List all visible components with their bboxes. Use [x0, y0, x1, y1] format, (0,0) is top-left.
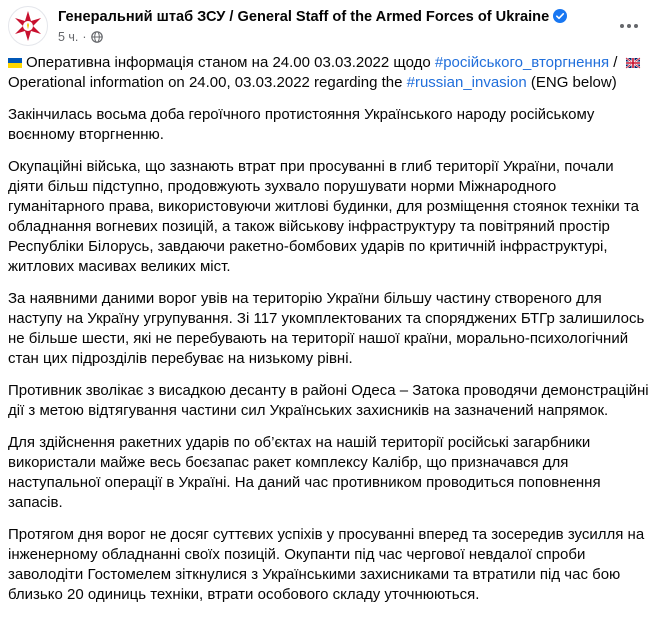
- more-dot: [627, 24, 631, 28]
- hashtag-link-uk[interactable]: #російського_вторгнення: [434, 54, 610, 71]
- post-body: [8, 53, 650, 617]
- more-dot: [634, 24, 638, 28]
- more-dot: [620, 24, 624, 28]
- general-staff-emblem-icon: [12, 10, 44, 42]
- post-paragraph: Противник зволікає з висадкою десанту в районі Одеса – Затока проводячи демонстраційні дії з метою відтягування частини сил Українських захисників на зазначений напрямок.: [8, 382, 649, 419]
- verified-badge-icon: [553, 9, 567, 23]
- meta-separator: ·: [82, 30, 87, 44]
- ukraine-flag-icon: [8, 58, 22, 68]
- post-paragraph: Закінчилась восьма доба героїчного протистояння Українського народу російському воєнному вторгненню.: [8, 106, 595, 143]
- post-timestamp[interactable]: 5 ч.: [58, 30, 79, 44]
- intro-en-suffix: (ENG below): [526, 74, 617, 91]
- post-author[interactable]: [58, 9, 567, 25]
- post-paragraph: Окупаційні війська, що зазнають втрат при просуванні в глиб території України, почали діяти більш підступно, продовжують зухвало порушувати норми Міжнародного гуманітарного права, використовуючи житлові будинки, для розміщення стоянок техніки та обладнання вогневих позицій, а також військову інфраструктуру та повітряний простір Республіки Білорусь, завдаючи ракетно-бомбових ударів по критичній інфраструктурі, житлових масивах великих міст.: [8, 158, 639, 275]
- page-avatar[interactable]: [8, 6, 48, 46]
- intro-separator: /: [609, 54, 622, 71]
- uk-flag-icon: [626, 58, 640, 68]
- post-paragraph: Для здійснення ракетних ударів по об’єктах на нашій території російські загарбники використали майже весь боєзапас ракет комплексу Калібр, що призначався для наступальної операції в Україні. На даний час противником проводиться поповнення запасів.: [8, 434, 601, 511]
- post-meta: [58, 30, 103, 44]
- hashtag-link-en[interactable]: #russian_invasion: [406, 74, 527, 91]
- intro-en-text: Operational information on 24.00, 03.03.2022 regarding the: [8, 74, 407, 91]
- intro-uk-text: Оперативна інформація станом на 24.00 03.03.2022 щодо: [26, 54, 435, 71]
- post-header: [8, 6, 649, 46]
- globe-icon[interactable]: [91, 31, 103, 43]
- post-paragraph: За наявними даними ворог увів на територію України більшу частину створеного для наступу на Україну угрупування. Зі 117 укомплектованих та споряджених БТГр залишилось не більше шести, які не перебувають на території нашої країни, морально-психологічний стан цих підрозділів перебуває на низькому рівні.: [8, 290, 645, 367]
- post-intro: [8, 53, 650, 93]
- more-options-icon[interactable]: [611, 8, 647, 44]
- post-paragraph: Протягом дня ворог не досяг суттєвих успіхів у просуванні вперед та зосередив зусилля на інженерному обладнанні своїх позицій. Окупанти під час чергової невдалої спроби заволодіти Гостомелем зіткнулися з Українськими захисниками та втратили під час бою близько 20 одиниць техніки, втрати особового складу уточнюються.: [8, 526, 645, 603]
- author-name[interactable]: Генеральний штаб ЗСУ / General Staff of the Armed Forces of Ukraine: [58, 9, 550, 25]
